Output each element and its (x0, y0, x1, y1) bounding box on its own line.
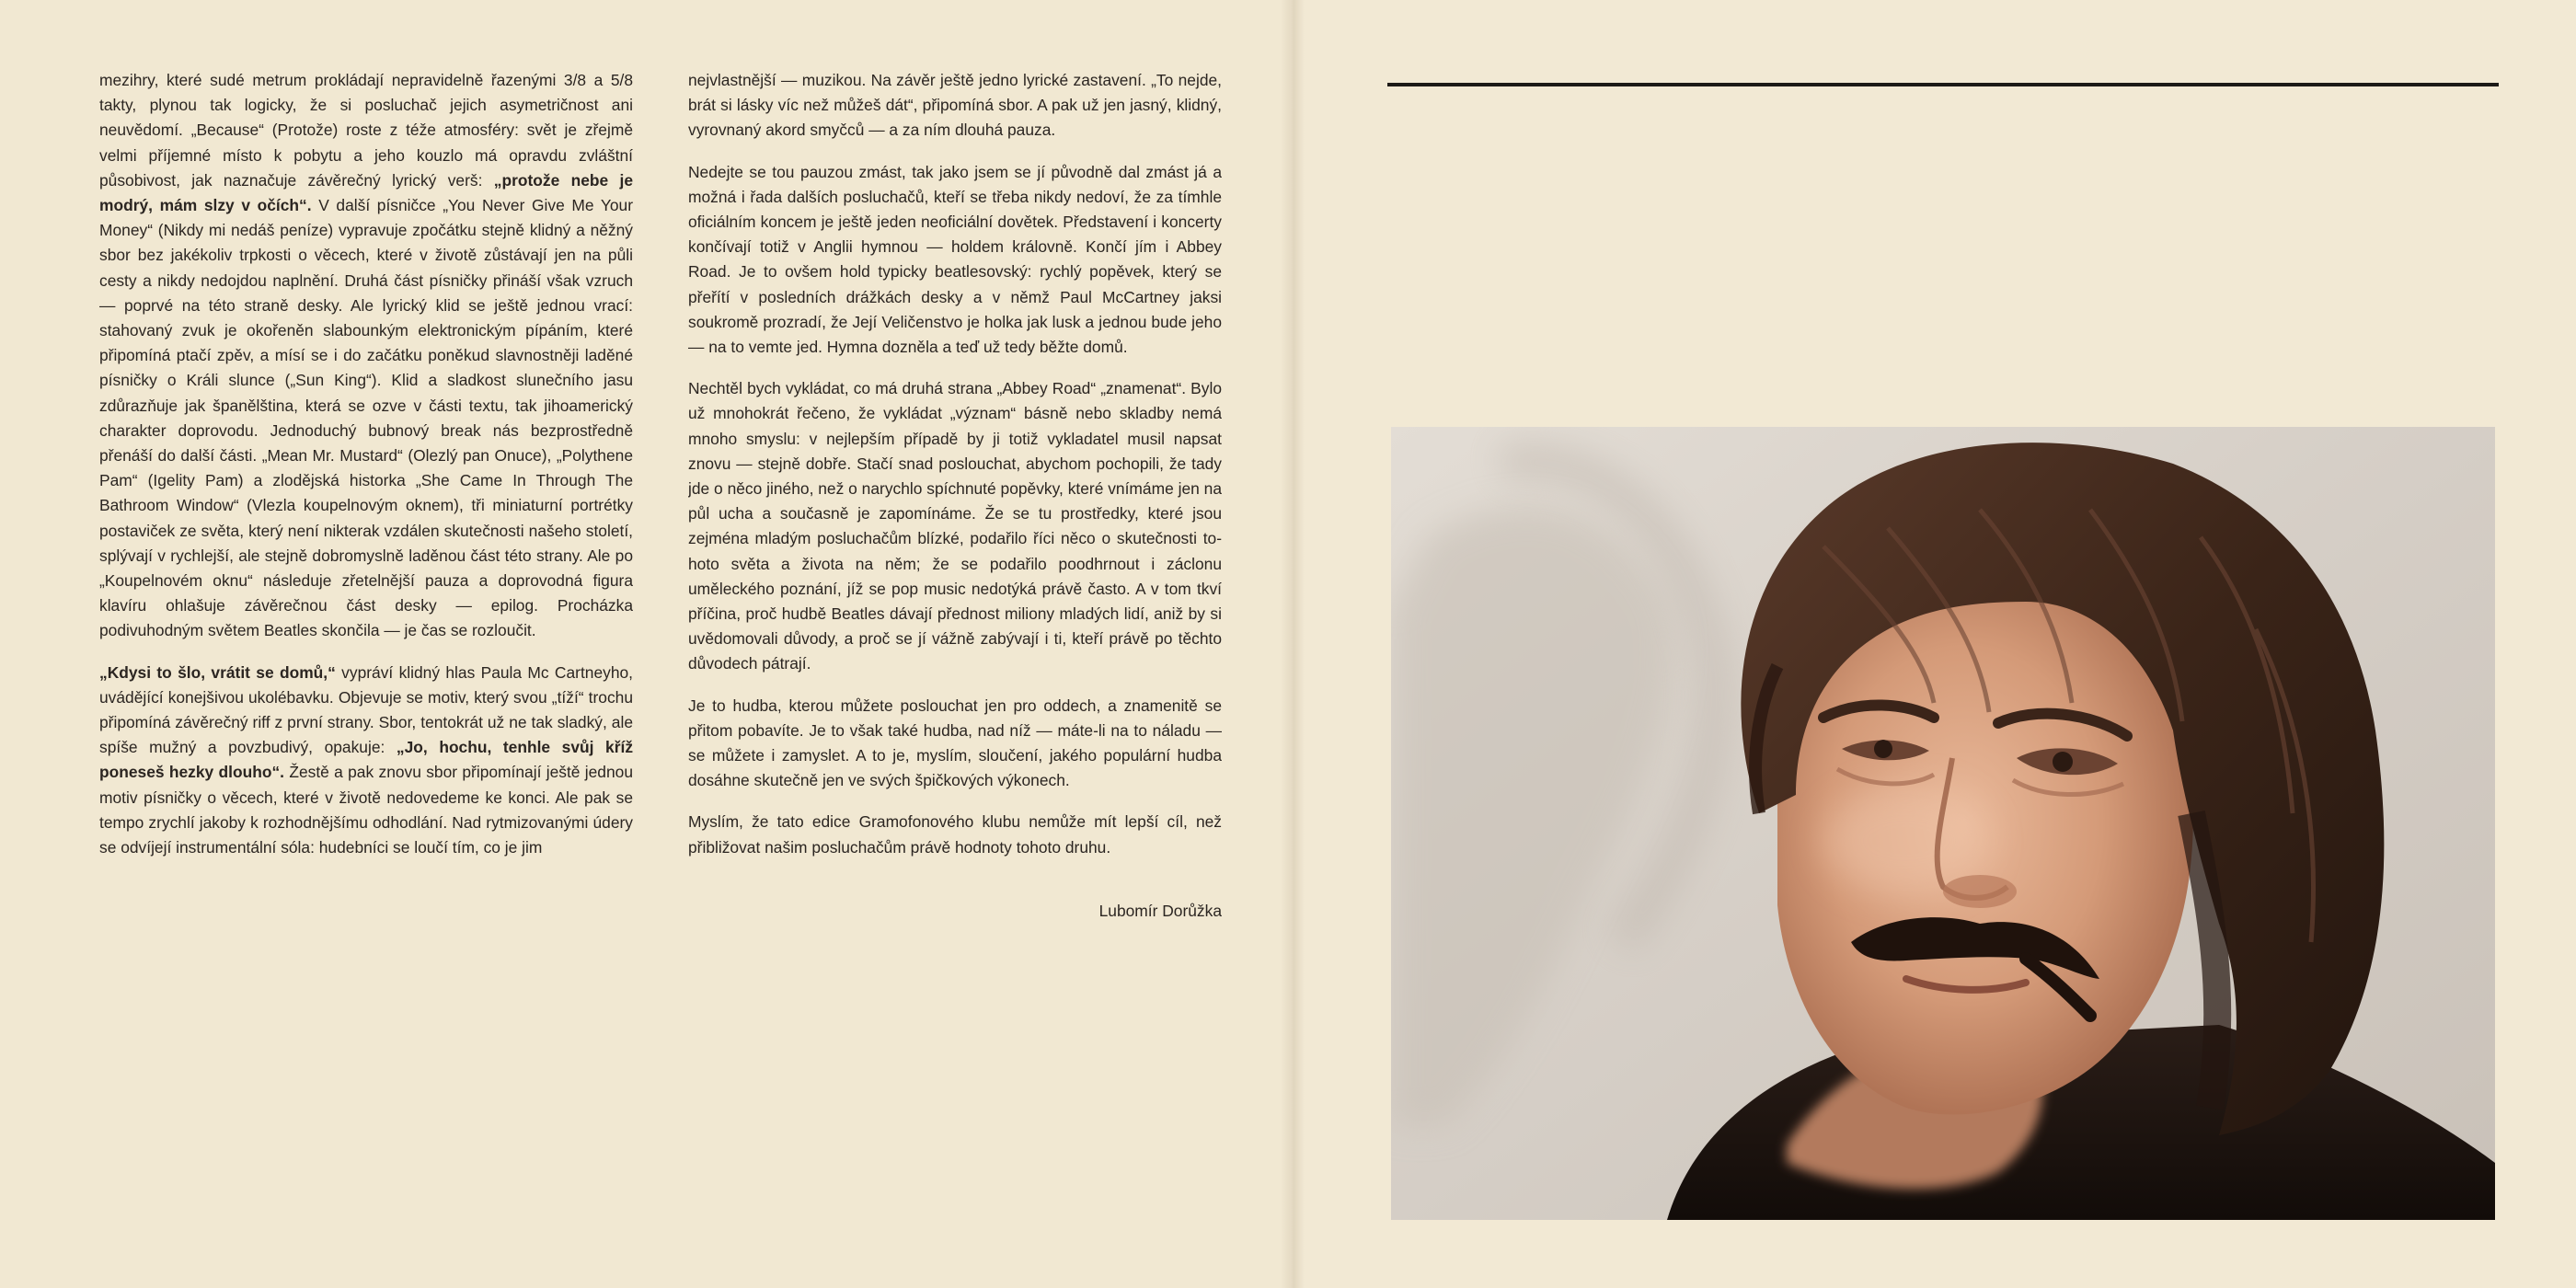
paragraph: nejvlastnější — muzikou. Na závěr ještě jedno lyrické zastavení. „To nejde, brát si lásky víc než můžeš dát“, připomíná sbor. A pak už jen jasný, klidný, vyrovnaný akord smyčců — a za ním dlouhá pauza. (688, 71, 1222, 140)
paragraph: Myslím, že tato edice Gramofonového klubu nemůže mít lepší cíl, než přibližovat našim posluchačům právě hodnoty tohoto druhu. (688, 812, 1222, 857)
portrait-photo (1391, 427, 2495, 1220)
horizontal-rule (1387, 83, 2499, 86)
page-gutter (1281, 0, 1305, 1288)
author-signature: Lubomír Dorůžka (1098, 901, 1222, 920)
text-run: mezihry, které sudé metrum prokládají nepravidelně řazenými 3/8 a 5/8 takty, plynou tak logicky, že si posluchač jejich asymetričnost ani neuvědomí. „Because“ (Protože) roste z téže atmosféry: svět je zřejmě velmi příjemné místo k pobytu a jeho kouzlo má opravdu zvláštní působivost, jak naznačuje závěrečný lyrický verš: (99, 71, 633, 190)
paragraph: Nedejte se tou pauzou zmást, tak jako jsem se jí původně dal zmást já a možná i řada dalších posluchačů, kteří se třeba nikdy nedoví, že za tímhle oficiálním koncem je ještě jeden neoficiální dovětek. Představení i koncerty končívají totiž v Anglii hymnou — holdem královně. Končí jím i Abbey Road. Je to ovšem hold typicky beatlesovský: rychlý popěvek, který se přeřítí v posledních drážkách desky a v němž Paul McCartney jaksi soukromě prozradí, že Její Veličenstvo je holka jak lusk a jednou bude jeho — na to vemte jed. Hymna dozněla a teď už tedy běžte domů. (688, 162, 1222, 357)
text-run: Žestě a pak znovu sbor připomínají ještě jednou motiv písničky o věcech, které v životě nedovedeme ke konci. Ale pak se tempo zrychlí jakoby k rozhodnějšímu odhodlání. Nad rytmizovanými údery se odvíjejí instrumentální sóla: hudebníci se loučí tím, co je jim (99, 763, 633, 857)
text-run: vypráví klidný hlas Paula Mc Cartneyho, uvádějící konejšivou ukolébavku. Objevuje se motiv, který svou „tíží“ trochu připomíná závěrečný riff z první strany. Sbor, tentokrát už ne tak sladký, ale spíše mužný a povzbudivý, opakuje: (99, 662, 633, 757)
text-column-2 (688, 68, 1222, 1209)
emphasized-quote: „Jo, hochu, tenhle svůj kříž poneseš hezky dlouho“. (99, 738, 633, 782)
emphasized-quote: „Kdysi to šlo, vrátit se domů,“ (99, 662, 336, 682)
text-run: V další písničce „You Never Give Me Your Money“ (Nikdy mi nedáš peníze) vypravuje zpočátku stejně klidný a něžný sbor bez jakékoliv trpkosti o věcech, které v životě zůstávají jen na půli cesty a nikdy nedojdou naplnění. Druhá část písničky přináší však vzruch — poprvé na této straně desky. Ale lyrický klid se ještě jednou vrací: stahovaný zvuk je okořeněn slabounkým elektronickým pípáním, které připomíná ptačí zpěv, a mísí se i do začátku poněkud slavnostněji laděné písničky o Králi slunce („Sun King“). Klid a sladkost slunečního jasu zdůrazňuje jak španělština, která se ozve v části textu, tak jihoamerický charakter doprovodu. Jednoduchý bubnový break nás bezprostředně přenáší do další části. „Mean Mr. Mustard“ (Olezlý pan Onuce), „Polythene Pam“ (Igelity Pam) a zlodějská historka „She Came In Through The Bathroom Window“ (Vlezla koupelnovým oknem), tři miniaturní portrétky postaviček ze světa, který není nikterak vzdálen skutečnosti našeho století, splývají v rychlejší, ale stejně dobromyslně laděnou část této strany. Ale po „Koupelnovém oknu“ následuje zřetelnější pauza a doprovodná figura klavíru ohlašuje závěrečnou část desky — epilog. Procházka podivuhodným světem Beatles skončila — je čas se rozloučit. (99, 196, 633, 640)
paragraph (99, 661, 633, 861)
paragraph: Nechtěl bych vykládat, co má druhá strana „Abbey Road“ „znamenat“. Bylo už mnohokrát řečeno, že vykládat „význam“ básně nebo skladby nemá mnoho smyslu: v nejlepším případě by ji totiž vykladatel musil napsat znovu — stejně dobře. Stačí snad poslouchat, abychom pochopili, že tady jde o něco jiného, než o narychlo spíchnuté popěvky, které vnímáme jen na půl ucha a současně je zapomínáme. Že se tu prostředky, které jsou zejména mladým posluchačům blízké, podařilo říci něco o skutečnosti tohoto světa a života na něm; že se podařilo poodhrnout i záclonu uměleckého poznání, jíž se pop music nedotýká právě často. A v tom tkví příčina, proč hudbě Beatles dávají přednost miliony mladých lidí, aniž by si uvědomovali důvody, a proč se jí vážně zabývají i ti, kteří právě po těchto důvodech pátrají. (688, 379, 1222, 673)
paragraph (99, 68, 633, 644)
emphasized-quote: „protože nebe je modrý, mám slzy v očích“. (99, 170, 633, 215)
text-column-1 (99, 68, 633, 1209)
paragraph: Je to hudba, kterou můžete poslouchat jen pro oddech, a znamenitě se přitom pobavíte. Je to však také hudba, nad níž — máte-li na to náladu — se můžete i zamyslet. A to je, myslím, sloučení, jakého populární hudba dosáhne skutečně jen ve svých špičkových výkonech. (688, 696, 1222, 790)
